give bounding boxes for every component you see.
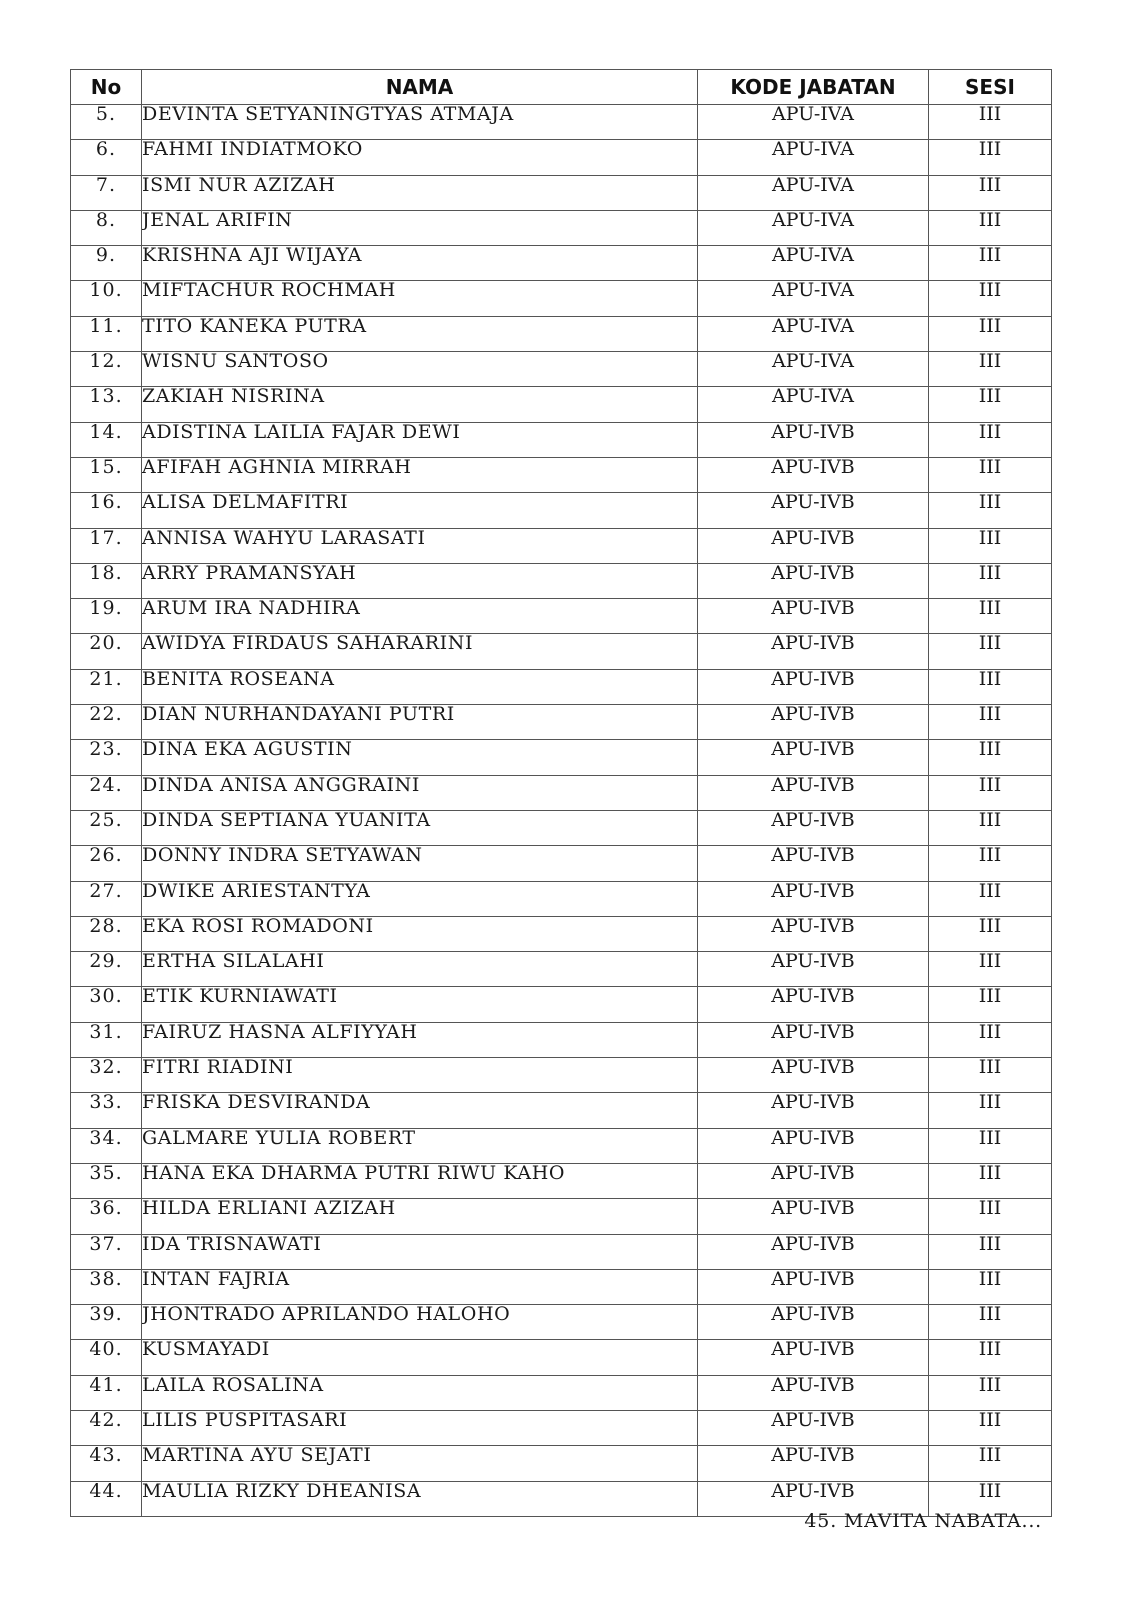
table-row <box>71 1128 1052 1163</box>
cell-nama: WISNU SANTOSO <box>142 352 698 387</box>
cell-no: 12. <box>71 352 142 387</box>
cell-nama: JENAL ARIFIN <box>142 210 698 245</box>
cell-no: 26. <box>71 846 142 881</box>
cell-nama: DINA EKA AGUSTIN <box>142 740 698 775</box>
cell-kode-jabatan: APU-IVB <box>698 810 929 845</box>
cell-no: 38. <box>71 1269 142 1304</box>
cell-sesi: III <box>929 1234 1052 1269</box>
cell-kode-jabatan: APU-IVA <box>698 316 929 351</box>
participant-table <box>70 69 1052 1517</box>
cell-sesi: III <box>929 387 1052 422</box>
cell-nama: FAIRUZ HASNA ALFIYYAH <box>142 1022 698 1057</box>
cell-no: 9. <box>71 246 142 281</box>
cell-kode-jabatan: APU-IVA <box>698 105 929 140</box>
cell-kode-jabatan: APU-IVB <box>698 846 929 881</box>
cell-kode-jabatan: APU-IVA <box>698 175 929 210</box>
cell-sesi: III <box>929 457 1052 492</box>
table-row <box>71 140 1052 175</box>
cell-sesi: III <box>929 1269 1052 1304</box>
cell-kode-jabatan: APU-IVB <box>698 1305 929 1340</box>
table-row <box>71 1375 1052 1410</box>
cell-kode-jabatan: APU-IVA <box>698 387 929 422</box>
cell-sesi: III <box>929 1163 1052 1198</box>
cell-nama: ALISA DELMAFITRI <box>142 493 698 528</box>
table-row <box>71 281 1052 316</box>
cell-no: 33. <box>71 1093 142 1128</box>
cell-kode-jabatan: APU-IVB <box>698 599 929 634</box>
cell-sesi: III <box>929 210 1052 245</box>
continuation-note: 45. MAVITA NABATA... <box>804 1510 1042 1532</box>
cell-nama: MAULIA RIZKY DHEANISA <box>142 1481 698 1516</box>
cell-kode-jabatan: APU-IVB <box>698 952 929 987</box>
cell-sesi: III <box>929 140 1052 175</box>
cell-kode-jabatan: APU-IVB <box>698 422 929 457</box>
cell-no: 27. <box>71 881 142 916</box>
cell-sesi: III <box>929 1022 1052 1057</box>
table-row <box>71 105 1052 140</box>
cell-nama: ETIK KURNIAWATI <box>142 987 698 1022</box>
header-no: No <box>71 70 142 105</box>
table-row <box>71 246 1052 281</box>
table-row <box>71 987 1052 1022</box>
cell-nama: AWIDYA FIRDAUS SAHARARINI <box>142 634 698 669</box>
header-kode-jabatan: KODE JABATAN <box>698 70 929 105</box>
cell-sesi: III <box>929 1340 1052 1375</box>
cell-nama: LILIS PUSPITASARI <box>142 1410 698 1445</box>
table-row <box>71 1234 1052 1269</box>
cell-nama: LAILA ROSALINA <box>142 1375 698 1410</box>
cell-kode-jabatan: APU-IVB <box>698 634 929 669</box>
cell-no: 44. <box>71 1481 142 1516</box>
cell-nama: DIAN NURHANDAYANI PUTRI <box>142 705 698 740</box>
cell-nama: ZAKIAH NISRINA <box>142 387 698 422</box>
cell-nama: EKA ROSI ROMADONI <box>142 916 698 951</box>
cell-kode-jabatan: APU-IVB <box>698 1410 929 1445</box>
table-row <box>71 1305 1052 1340</box>
cell-sesi: III <box>929 316 1052 351</box>
cell-sesi: III <box>929 1410 1052 1445</box>
cell-no: 14. <box>71 422 142 457</box>
table-header-row <box>71 70 1052 105</box>
table-row <box>71 457 1052 492</box>
table-row <box>71 1199 1052 1234</box>
cell-kode-jabatan: APU-IVB <box>698 775 929 810</box>
header-sesi: SESI <box>929 70 1052 105</box>
table-row <box>71 422 1052 457</box>
cell-sesi: III <box>929 987 1052 1022</box>
cell-no: 8. <box>71 210 142 245</box>
table-row <box>71 881 1052 916</box>
cell-sesi: III <box>929 246 1052 281</box>
cell-no: 13. <box>71 387 142 422</box>
cell-kode-jabatan: APU-IVA <box>698 246 929 281</box>
cell-kode-jabatan: APU-IVB <box>698 916 929 951</box>
cell-kode-jabatan: APU-IVB <box>698 705 929 740</box>
cell-nama: HANA EKA DHARMA PUTRI RIWU KAHO <box>142 1163 698 1198</box>
cell-sesi: III <box>929 1446 1052 1481</box>
cell-no: 42. <box>71 1410 142 1445</box>
cell-no: 25. <box>71 810 142 845</box>
table-row <box>71 669 1052 704</box>
cell-sesi: III <box>929 352 1052 387</box>
header-nama: NAMA <box>142 70 698 105</box>
cell-sesi: III <box>929 528 1052 563</box>
cell-no: 29. <box>71 952 142 987</box>
cell-kode-jabatan: APU-IVB <box>698 1022 929 1057</box>
cell-nama: FRISKA DESVIRANDA <box>142 1093 698 1128</box>
cell-sesi: III <box>929 705 1052 740</box>
cell-no: 10. <box>71 281 142 316</box>
cell-no: 19. <box>71 599 142 634</box>
cell-kode-jabatan: APU-IVB <box>698 669 929 704</box>
cell-no: 34. <box>71 1128 142 1163</box>
cell-nama: GALMARE YULIA ROBERT <box>142 1128 698 1163</box>
cell-kode-jabatan: APU-IVA <box>698 352 929 387</box>
cell-kode-jabatan: APU-IVB <box>698 1340 929 1375</box>
cell-nama: JHONTRADO APRILANDO HALOHO <box>142 1305 698 1340</box>
cell-sesi: III <box>929 493 1052 528</box>
table-row <box>71 705 1052 740</box>
cell-no: 36. <box>71 1199 142 1234</box>
table-row <box>71 952 1052 987</box>
cell-no: 31. <box>71 1022 142 1057</box>
table-row <box>71 1269 1052 1304</box>
cell-no: 18. <box>71 563 142 598</box>
cell-nama: DEVINTA SETYANINGTYAS ATMAJA <box>142 105 698 140</box>
table-row <box>71 846 1052 881</box>
cell-nama: BENITA ROSEANA <box>142 669 698 704</box>
cell-sesi: III <box>929 1128 1052 1163</box>
cell-kode-jabatan: APU-IVA <box>698 210 929 245</box>
table-row <box>71 175 1052 210</box>
cell-sesi: III <box>929 775 1052 810</box>
table-row <box>71 775 1052 810</box>
table-row <box>71 1058 1052 1093</box>
cell-nama: TITO KANEKA PUTRA <box>142 316 698 351</box>
cell-sesi: III <box>929 281 1052 316</box>
cell-nama: ANNISA WAHYU LARASATI <box>142 528 698 563</box>
cell-no: 20. <box>71 634 142 669</box>
cell-kode-jabatan: APU-IVA <box>698 281 929 316</box>
cell-no: 39. <box>71 1305 142 1340</box>
cell-kode-jabatan: APU-IVB <box>698 528 929 563</box>
cell-nama: ADISTINA LAILIA FAJAR DEWI <box>142 422 698 457</box>
cell-kode-jabatan: APU-IVB <box>698 493 929 528</box>
cell-no: 15. <box>71 457 142 492</box>
cell-kode-jabatan: APU-IVB <box>698 1199 929 1234</box>
cell-no: 24. <box>71 775 142 810</box>
cell-no: 5. <box>71 105 142 140</box>
table-row <box>71 563 1052 598</box>
table-row <box>71 1340 1052 1375</box>
cell-nama: FAHMI INDIATMOKO <box>142 140 698 175</box>
cell-nama: DWIKE ARIESTANTYA <box>142 881 698 916</box>
table-row <box>71 210 1052 245</box>
cell-nama: HILDA ERLIANI AZIZAH <box>142 1199 698 1234</box>
table-row <box>71 528 1052 563</box>
cell-no: 37. <box>71 1234 142 1269</box>
cell-sesi: III <box>929 916 1052 951</box>
cell-no: 16. <box>71 493 142 528</box>
table-row <box>71 810 1052 845</box>
cell-kode-jabatan: APU-IVB <box>698 1481 929 1516</box>
cell-kode-jabatan: APU-IVB <box>698 563 929 598</box>
cell-nama: ARRY PRAMANSYAH <box>142 563 698 598</box>
cell-kode-jabatan: APU-IVB <box>698 1375 929 1410</box>
cell-nama: ARUM IRA NADHIRA <box>142 599 698 634</box>
cell-nama: IDA TRISNAWATI <box>142 1234 698 1269</box>
cell-sesi: III <box>929 881 1052 916</box>
cell-no: 28. <box>71 916 142 951</box>
table-row <box>71 387 1052 422</box>
cell-no: 41. <box>71 1375 142 1410</box>
cell-sesi: III <box>929 563 1052 598</box>
table-row <box>71 1022 1052 1057</box>
cell-kode-jabatan: APU-IVB <box>698 1093 929 1128</box>
cell-kode-jabatan: APU-IVB <box>698 1446 929 1481</box>
cell-no: 40. <box>71 1340 142 1375</box>
cell-no: 32. <box>71 1058 142 1093</box>
cell-kode-jabatan: APU-IVB <box>698 1269 929 1304</box>
cell-kode-jabatan: APU-IVB <box>698 1058 929 1093</box>
cell-nama: DINDA ANISA ANGGRAINI <box>142 775 698 810</box>
table-row <box>71 493 1052 528</box>
cell-sesi: III <box>929 740 1052 775</box>
cell-no: 7. <box>71 175 142 210</box>
cell-nama: DONNY INDRA SETYAWAN <box>142 846 698 881</box>
cell-no: 11. <box>71 316 142 351</box>
cell-nama: MARTINA AYU SEJATI <box>142 1446 698 1481</box>
cell-nama: KUSMAYADI <box>142 1340 698 1375</box>
cell-sesi: III <box>929 1199 1052 1234</box>
table-row <box>71 634 1052 669</box>
table-row <box>71 352 1052 387</box>
cell-kode-jabatan: APU-IVB <box>698 1163 929 1198</box>
cell-no: 43. <box>71 1446 142 1481</box>
cell-sesi: III <box>929 1481 1052 1516</box>
cell-no: 35. <box>71 1163 142 1198</box>
cell-no: 21. <box>71 669 142 704</box>
cell-nama: KRISHNA AJI WIJAYA <box>142 246 698 281</box>
cell-kode-jabatan: APU-IVB <box>698 1128 929 1163</box>
cell-no: 22. <box>71 705 142 740</box>
cell-sesi: III <box>929 422 1052 457</box>
cell-sesi: III <box>929 175 1052 210</box>
cell-sesi: III <box>929 1375 1052 1410</box>
cell-sesi: III <box>929 634 1052 669</box>
cell-nama: ERTHA SILALAHI <box>142 952 698 987</box>
cell-nama: MIFTACHUR ROCHMAH <box>142 281 698 316</box>
cell-sesi: III <box>929 1093 1052 1128</box>
cell-kode-jabatan: APU-IVB <box>698 881 929 916</box>
cell-sesi: III <box>929 599 1052 634</box>
table-row <box>71 916 1052 951</box>
table-row <box>71 1163 1052 1198</box>
cell-kode-jabatan: APU-IVA <box>698 140 929 175</box>
cell-sesi: III <box>929 105 1052 140</box>
cell-sesi: III <box>929 1058 1052 1093</box>
cell-sesi: III <box>929 952 1052 987</box>
table-row <box>71 599 1052 634</box>
table-row <box>71 1446 1052 1481</box>
cell-no: 6. <box>71 140 142 175</box>
cell-sesi: III <box>929 846 1052 881</box>
cell-kode-jabatan: APU-IVB <box>698 457 929 492</box>
cell-kode-jabatan: APU-IVB <box>698 987 929 1022</box>
cell-nama: INTAN FAJRIA <box>142 1269 698 1304</box>
cell-no: 17. <box>71 528 142 563</box>
cell-kode-jabatan: APU-IVB <box>698 1234 929 1269</box>
cell-sesi: III <box>929 810 1052 845</box>
table-row <box>71 1093 1052 1128</box>
table-row <box>71 1410 1052 1445</box>
cell-nama: DINDA SEPTIANA YUANITA <box>142 810 698 845</box>
cell-nama: FITRI RIADINI <box>142 1058 698 1093</box>
table-row <box>71 316 1052 351</box>
cell-sesi: III <box>929 669 1052 704</box>
cell-no: 30. <box>71 987 142 1022</box>
cell-no: 23. <box>71 740 142 775</box>
cell-sesi: III <box>929 1305 1052 1340</box>
cell-kode-jabatan: APU-IVB <box>698 740 929 775</box>
cell-nama: AFIFAH AGHNIA MIRRAH <box>142 457 698 492</box>
table-row <box>71 740 1052 775</box>
cell-nama: ISMI NUR AZIZAH <box>142 175 698 210</box>
